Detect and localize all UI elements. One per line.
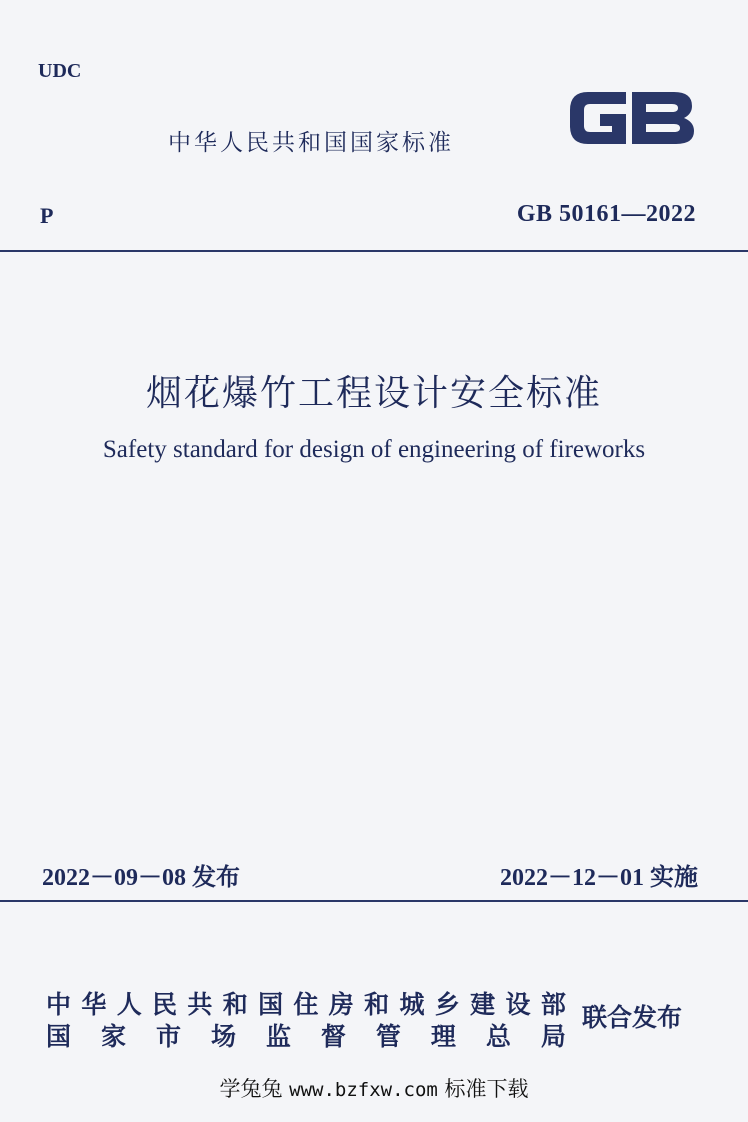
issuer-char: 理 xyxy=(430,1022,456,1051)
title-english: Safety standard for design of engineering of fireworks xyxy=(102,436,646,463)
issuer-char: 场 xyxy=(210,1022,236,1051)
issuer-char: 和 xyxy=(222,990,248,1019)
issuer-char: 人 xyxy=(116,990,142,1019)
issuer-char: 民 xyxy=(152,990,178,1019)
footer-url-link[interactable]: www.bzfxw.com xyxy=(289,1079,438,1101)
issuer-char: 部 xyxy=(540,990,566,1019)
issuer-char: 住 xyxy=(293,990,319,1019)
issuer-char: 管 xyxy=(375,1022,401,1051)
issuer-char: 国 xyxy=(46,1022,72,1051)
joint-publication-label: 联合发布 xyxy=(582,1003,683,1032)
udc-label: UDC xyxy=(38,60,82,82)
issuer-line-2 xyxy=(46,1017,566,1053)
gb-logo-text: GB xyxy=(566,84,568,85)
classification-code: P xyxy=(40,203,54,228)
issuer-char: 乡 xyxy=(434,990,460,1019)
gb-logo xyxy=(566,84,698,152)
issuer-char: 督 xyxy=(320,1022,346,1051)
issuer-char: 城 xyxy=(399,990,425,1019)
download-footer xyxy=(0,1073,748,1103)
issuer-char: 家 xyxy=(100,1022,126,1051)
issuer-char: 华 xyxy=(81,990,107,1019)
issuer-char: 市 xyxy=(155,1022,181,1051)
issuer-char: 局 xyxy=(540,1022,566,1051)
issuer-char: 中 xyxy=(46,990,72,1019)
implementation-date: 2022－12－01 实施 xyxy=(500,865,698,891)
issuer-char: 监 xyxy=(265,1022,291,1051)
national-standard-heading: 中华人民共和国国家标准 xyxy=(168,130,454,156)
footer-tagline: 标准下载 xyxy=(444,1077,529,1101)
header-divider xyxy=(0,250,748,252)
issuer-char: 房 xyxy=(328,990,354,1019)
issue-date: 2022－09－08 发布 xyxy=(42,865,240,891)
footer-divider xyxy=(0,900,748,902)
issuer-char: 共 xyxy=(187,990,213,1019)
issuer-char: 和 xyxy=(364,990,390,1019)
issuer-line-1 xyxy=(46,985,566,1021)
footer-site-name: 学兔兔 xyxy=(219,1077,283,1101)
issuer-char: 设 xyxy=(505,990,531,1019)
issuer-char: 建 xyxy=(470,990,496,1019)
standard-code: GB 50161—2022 xyxy=(516,201,696,227)
title-chinese: 烟花爆竹工程设计安全标准 xyxy=(145,373,602,414)
issuer-char: 总 xyxy=(485,1022,511,1051)
issuer-char: 国 xyxy=(258,990,284,1019)
